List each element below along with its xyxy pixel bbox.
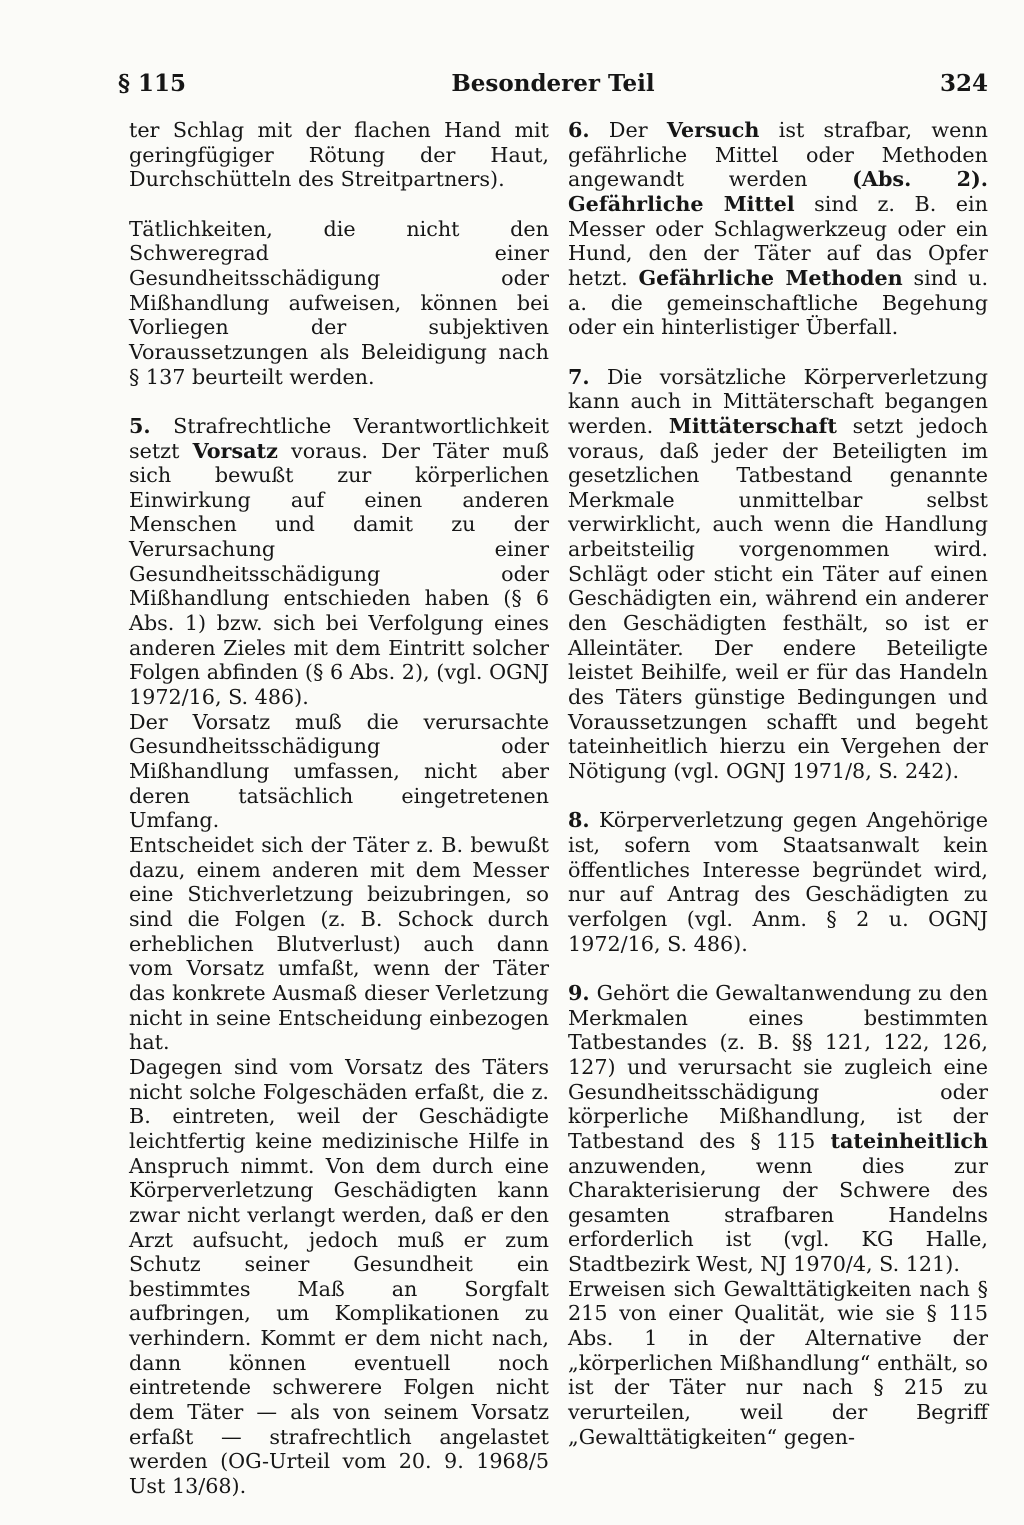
text-run: Der xyxy=(608,118,648,142)
running-header xyxy=(118,70,988,102)
left-column xyxy=(129,118,549,1499)
paragraph-6 xyxy=(568,118,988,340)
paragraph-number: 8. xyxy=(568,808,590,833)
paragraph-9 xyxy=(568,981,988,1277)
text-run: setzt jedoch voraus, daß jeder der Beteiligten im gesetzlichen Tatbestand genannte Merkmale unmittelbar selbst verwirklicht, auch wenn die Handlung arbeitsteilig vorgenommen wird. Schlägt oder sticht ein Täter auf einen Geschädigten ein, während ein anderer den Geschädigten festhält, so ist er Alleintäter. Der endere Beteiligte leistet Beihilfe, weil er für das Handeln des Täters günstige Bedingungen und Voraussetzungen schafft und begeht tateinheitlich hierzu ein Vergehen der Nötigung (vgl. OGNJ 1971/8, S. 242). xyxy=(568,413,988,784)
bold-term: Mittäterschaft xyxy=(668,413,837,438)
paragraph-number: 6. xyxy=(568,118,590,142)
page-title: Besonderer Teil xyxy=(451,70,655,97)
paragraph: Tätlichkeiten, die nicht den Schweregrad einer Gesundheitsschädigung oder Mißhandlung aufweisen, können bei Vorliegen der subjektiven Voraussetzungen als Beleidigung nach § 137 beurteilt werden. xyxy=(129,216,549,389)
paragraph-8 xyxy=(568,808,988,956)
paragraph-number: 5. xyxy=(129,413,151,438)
bold-term: Vorsatz xyxy=(192,438,278,463)
paragraph: Dagegen sind vom Vorsatz des Täters nicht solche Folgeschäden erfaßt, die z. B. eintreten, weil der Geschädigte leichtfertig keine medizinische Hilfe in Anspruch nimmt. Von dem durch eine Körperverletzung Geschädigten kann zwar nicht verlangt werden, daß er den Arzt aufsucht, jedoch muß er zum Schutz seiner Gesundheit ein bestimmtes Maß an Sorgfalt aufbringen, um Komplikationen zu verhindern. Kommt er dem nicht nach, dann können eventuell noch eintretende schwerere Folgen nicht dem Täter — als von seinem Vorsatz erfaßt — strafrechtlich angelastet werden (OG-Urteil vom 20. 9. 1968/5 Ust 13/68). xyxy=(129,1054,549,1499)
text-run: Körperverletzung gegen Angehörige ist, sofern vom Staatsanwalt kein öffentliches Interesse begründet wird, nur auf Antrag des Geschädigten zu verfolgen (vgl. Anm. § 2 u. OGNJ 1972/16, S. 486). xyxy=(568,808,988,956)
text-run: ist strafbar, wenn gefährliche Mittel oder Methoden angewandt werden xyxy=(568,118,988,192)
section-reference: § 115 xyxy=(118,70,187,97)
bold-term: tateinheitlich xyxy=(830,1128,988,1153)
paragraph: ter Schlag mit der flachen Hand mit geringfügiger Rötung der Haut, Durchschütteln des Streitpartners). xyxy=(129,118,549,192)
text-run: Die vorsätzliche Körperverletzung kann auch in Mittäterschaft begangen werden. xyxy=(568,364,989,438)
paragraph: Entscheidet sich der Täter z. B. bewußt dazu, einem anderen mit dem Messer eine Stichverletzung beizubringen, so sind die Folgen (z. B. Schock durch erheblichen Blutverlust) auch dann vom Vorsatz umfaßt, wenn der Täter das konkrete Ausmaß dieser Verletzung nicht in seine Entscheidung einbezogen hat. xyxy=(129,833,549,1055)
text-run: Gehört die Gewaltanwendung zu den Merkmalen eines bestimmten Tatbestandes (z. B. §§ 121, 122, 126, 127) und verursacht sie zugleich eine Gesundheitsschädigung oder körperliche Mißhandlung, ist der Tatbestand des § 115 xyxy=(568,980,989,1153)
text-run: anzuwenden, wenn dies zur Charakterisierung der Schwere des gesamten strafbaren Handelns erforderlich ist (vgl. KG Halle, Stadtbezirk West, NJ 1970/4, S. 121). xyxy=(568,1153,988,1277)
paragraph-number: 9. xyxy=(568,980,590,1005)
bold-term: Gefährliche Methoden xyxy=(638,265,903,290)
bold-term: (Abs. 2). Gefährliche Mittel xyxy=(568,167,988,216)
page-number: 324 xyxy=(939,70,988,97)
paragraph: Der Vorsatz muß die verursachte Gesundheitsschädigung oder Mißhandlung umfassen, nicht aber deren tatsächlich eingetretenen Umfang. xyxy=(129,709,549,833)
text-run: sind u. a. die gemeinschaftliche Begehung oder ein hinterlistiger Überfall. xyxy=(568,265,989,340)
paragraph-7 xyxy=(568,365,988,784)
text-run: Strafrechtliche Verantwortlichkeit setzt xyxy=(129,413,550,463)
bold-term: Versuch xyxy=(666,118,760,142)
text-run: sind z. B. ein Messer oder Schlagwerkzeug oder ein Hund, den der Täter auf das Opfer hetzt. xyxy=(568,191,988,290)
right-column xyxy=(568,118,988,1449)
paragraph-5 xyxy=(129,414,549,710)
paragraph: Erweisen sich Gewalttätigkeiten nach § 215 von einer Qualität, wie sie § 115 Abs. 1 in der Alternative der „körperlichen Mißhandlung“ enthält, so ist der Täter nur nach § 215 zu verurteilen, weil der Begriff „Gewalttätigkeiten“ gegen- xyxy=(568,1276,988,1449)
paragraph-number: 7. xyxy=(568,364,590,389)
text-run: voraus. Der Täter muß sich bewußt zur körperlichen Einwirkung auf einen anderen Menschen und damit zu der Verursachung einer Gesundheitsschädigung oder Mißhandlung entschieden haben (§ 6 Abs. 1) bzw. sich bei Verfolgung eines anderen Zieles mit dem Eintritt solcher Folgen abfinden (§ 6 Abs. 2), (vgl. OGNJ 1972/16, S. 486). xyxy=(129,438,550,710)
